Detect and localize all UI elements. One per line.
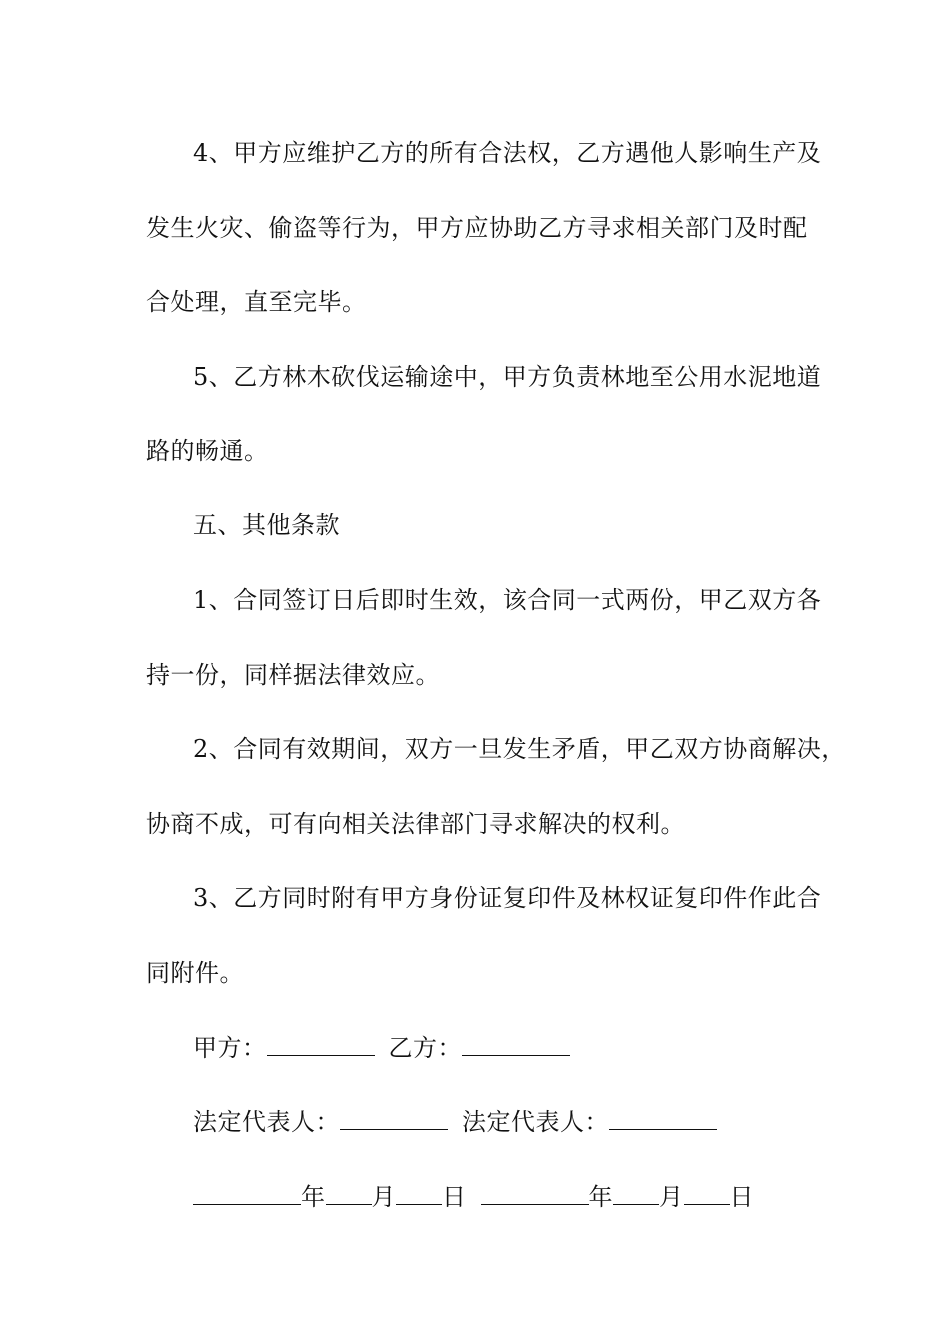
term-3-line-2: 同附件。 (146, 959, 244, 987)
term-1-line-2: 持一份，同样据法律效应。 (146, 661, 440, 689)
date-a-month-label: 月 (371, 1183, 396, 1211)
party-b-label: 乙方： (388, 1034, 462, 1062)
date-b-month-label: 月 (659, 1183, 684, 1211)
term-2-line-2: 协商不成，可有向相关法律部门寻求解决的权利。 (146, 810, 685, 838)
rep-a-blank[interactable] (340, 1107, 448, 1130)
party-a-label: 甲方： (193, 1034, 267, 1062)
date-b-day-label: 日 (729, 1183, 754, 1211)
term-3-line-1: 3、乙方同时附有甲方身份证复印件及林权证复印件作此合 (193, 884, 822, 912)
party-a-blank[interactable] (267, 1033, 375, 1056)
clause-5-line-1: 5、乙方林木砍伐运输途中，甲方负责林地至公用水泥地道 (193, 363, 822, 391)
clause-5-line-2: 路的畅通。 (146, 437, 269, 465)
signature-dates-row (193, 1182, 863, 1212)
clause-4-line-1: 4、甲方应维护乙方的所有合法权，乙方遇他人影响生产及 (193, 139, 822, 167)
term-2-line-1: 2、合同有效期间，双方一旦发生矛盾，甲乙双方协商解决， (193, 735, 846, 763)
rep-a-label: 法定代表人： (193, 1108, 340, 1136)
date-b-month-blank[interactable] (613, 1182, 659, 1205)
date-a-year-blank[interactable] (193, 1182, 301, 1205)
rep-b-label: 法定代表人： (462, 1108, 609, 1136)
date-b-day-blank[interactable] (684, 1182, 730, 1205)
date-b-year-blank[interactable] (481, 1182, 589, 1205)
date-b-year-label: 年 (588, 1183, 613, 1211)
party-b-blank[interactable] (462, 1033, 570, 1056)
section-heading-other-terms: 五、其他条款 (193, 511, 340, 539)
date-a-year-label: 年 (301, 1183, 326, 1211)
signature-parties-row (193, 1033, 863, 1063)
clause-4-line-2: 发生火灾、偷盗等行为，甲方应协助乙方寻求相关部门及时配 (146, 214, 808, 242)
date-a-day-label: 日 (442, 1183, 467, 1211)
rep-b-blank[interactable] (609, 1107, 717, 1130)
signature-representatives-row (193, 1107, 863, 1137)
date-a-day-blank[interactable] (396, 1182, 442, 1205)
date-a-month-blank[interactable] (326, 1182, 372, 1205)
clause-4-line-3: 合处理，直至完毕。 (146, 288, 367, 316)
term-1-line-1: 1、合同签订日后即时生效，该合同一式两份，甲乙双方各 (193, 586, 822, 614)
